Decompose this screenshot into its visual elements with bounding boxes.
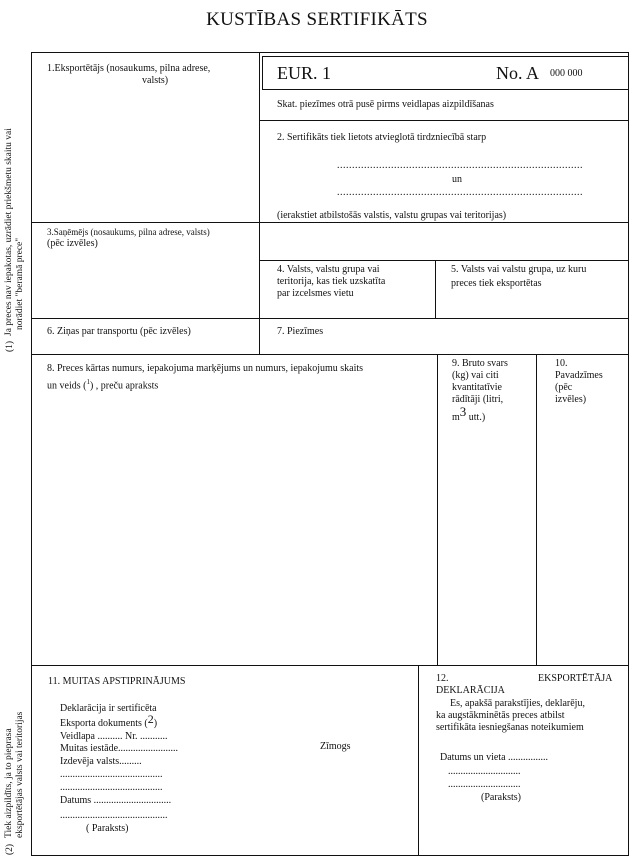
box11-line-dots-1: ......................................... [60,769,163,780]
box12-dots-1: ............................. [448,766,521,777]
box12-para-line2: ka augstākminētās preces atbilst [436,710,565,721]
box12-heading-1: EKSPORTĒTĀJA [538,673,613,684]
box11-signature-label: ( Paraksts) [86,823,129,834]
box8-line2-pre: un veids ( [47,380,87,392]
box12-date-place: Datums un vieta ................ [440,752,549,763]
form-code: EUR. 1 [277,63,331,83]
box4-label-line1: 4. Valsts, valstu grupa vai [277,264,380,275]
box9-label-line1: 9. Bruto svars [452,358,508,369]
side-note-2-line1: Tiek aizpildīts, ja to pieprasa [4,728,14,838]
box11-export-doc-post: ) [153,718,158,729]
box11-line-export-doc [60,712,158,730]
box3-label-line2: (pēc izvēles) [47,238,98,249]
side-note-2-marker: (2) [5,843,15,855]
box4-label-line2: teritorija, kas tiek uzskatīta [277,276,386,287]
box9-label-line5 [452,404,486,424]
box5-label-line1: 5. Valsts vai valstu grupa, uz kuru [451,264,587,275]
box9-cubic-sup: 3 [459,404,467,419]
box4-label-line3: par izcelsmes vietu [277,288,354,299]
box6-label: 6. Ziņas par transportu (pēc izvēles) [47,326,191,337]
header-notice: Skat. piezīmes otrā pusē pirms veidlapas aizpildīšanas [277,99,494,110]
box2-dots-1: .................................................................................. [337,160,583,171]
box2-label: 2. Sertifikāts tiek lietots atvieglotā tirdzniecībā starp [277,132,487,143]
box11-line-country: Izdevēja valsts......... [60,756,142,767]
box11-line-dots-2: ......................................... [60,782,163,793]
side-note-2-line2: eksportētājas valsts vai teritorijas [15,711,25,838]
box10-label-line4: izvēles) [555,394,587,405]
box9-line5-post: utt.) [466,412,486,423]
box11-stamp-label: Zīmogs [320,741,351,752]
side-note-1-marker: (1) [5,340,15,352]
box12-heading-2: DEKLARĀCIJA [436,685,505,696]
side-note-1-line1: Ja preces nav iepakotas, uzrādiet priekšmetu skaitu vai [4,128,14,336]
box12-dots-2: ............................. [448,779,521,790]
box11-footnote-ref: 2 [147,712,154,726]
box11-export-doc-pre: Eksporta dokuments ( [60,718,148,729]
box11-line-dots-3: ........................................... [60,810,168,821]
serial-number: 000 000 [550,68,583,79]
serial-label: No. A [496,63,540,83]
box12-number: 12. [436,673,449,684]
box10-label-line1: 10. [555,358,568,369]
box10-label-line2: Pavadzīmes [555,370,603,381]
box10-label-line3: (pēc [555,382,573,393]
box3-label-line1: 3.Saņēmējs (nosaukums, pilna adrese, valsts) [47,227,210,237]
box5-label-line2: preces tiek eksportētas [451,278,542,289]
box1-label-line1: 1.Eksportētājs (nosaukums, pilna adrese, [47,63,211,74]
box2-dots-2: .................................................................................. [337,187,583,198]
box8-label-line2 [47,376,158,392]
box11-line-customs: Muitas iestāde........................ [60,743,179,754]
box9-label-line4: rādītāji (litri, [452,394,504,405]
box8-footnote-ref: 1 [86,378,90,386]
box11-line-form: Veidlapa .......... Nr. ........... [60,731,168,742]
box9-line5-pre: m [452,412,460,423]
box2-note: (ierakstiet atbilstošās valstis, valstu grupas vai teritorijas) [277,210,507,221]
box12-para-line1: Es, apakšā parakstījies, deklarēju, [450,698,585,709]
box9-label-line2: (kg) vai citi [452,370,499,381]
box11-heading: 11. MUITAS APSTIPRINĀJUMS [48,676,186,687]
document-title: KUSTĪBAS SERTIFIKĀTS [206,9,428,30]
box8-line2-post: ) , preču apraksts [89,380,159,392]
box12-signature-label: (Paraksts) [481,792,521,803]
box1-label-line2: valsts) [142,75,169,86]
box12-para-line3: sertifikāta iesniegšanas noteikumiem [436,722,584,733]
box2-un: un [452,174,462,185]
box11-line-declaration: Deklarācija ir sertificēta [60,703,157,714]
box9-label-line3: kvantitatīvie [452,382,502,393]
box11-line-date: Datums ............................... [60,795,172,806]
side-note-1-line2: norādiet "beramā prece" [15,237,25,330]
box7-label: 7. Piezīmes [277,326,324,337]
box8-label-line1: 8. Preces kārtas numurs, iepakojuma marķējums un numurs, iepakojumu skaits [47,363,364,374]
